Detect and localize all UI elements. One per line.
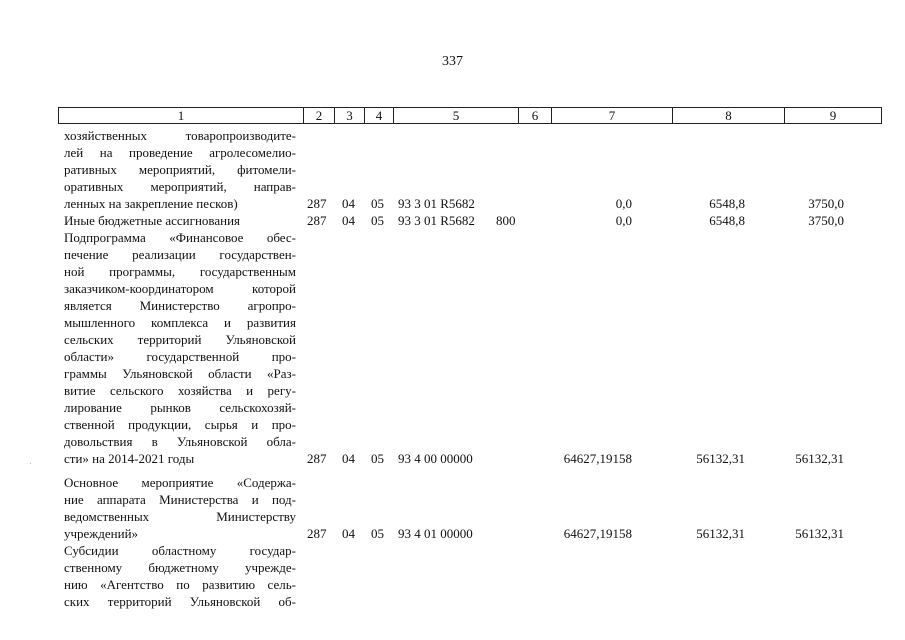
desc-line: Субсидии областному государ- <box>64 543 296 558</box>
header-col-9: 9 <box>785 108 882 124</box>
desc-line: ведомственных Министерству <box>64 509 296 524</box>
desc-line: ной программы, государственным <box>64 264 296 279</box>
desc-line: сельских территорий Ульяновской <box>64 332 296 347</box>
desc-line: печение реализации государствен- <box>64 247 296 262</box>
desc-line: Подпрограмма «Финансовое обес- <box>64 230 296 245</box>
desc-line: довольствия в Ульяновской обла- <box>64 434 296 449</box>
target-article: 93 3 01 R5682 <box>398 213 475 228</box>
header-col-7: 7 <box>552 108 673 124</box>
ministry-code: 287 <box>307 526 327 541</box>
section-code: 04 <box>342 451 355 466</box>
section-code: 04 <box>342 196 355 211</box>
desc-line: оративных мероприятий, направ- <box>64 179 296 194</box>
value-col-8: 6548,8 <box>709 213 745 228</box>
subsection-code: 05 <box>371 451 384 466</box>
desc-line: ских территорий Ульяновской об- <box>64 594 296 609</box>
header-col-3: 3 <box>335 108 365 124</box>
row-description <box>64 212 296 229</box>
value-col-7: 0,0 <box>615 213 632 228</box>
table-header <box>58 107 882 124</box>
desc-line: сти» на 2014-2021 годы <box>64 451 195 466</box>
row-description <box>64 127 296 212</box>
desc-line: области» государственной про- <box>64 349 296 364</box>
desc-line: ние аппарата Министерства и под- <box>64 492 296 507</box>
desc-line: Иные бюджетные ассигнования <box>64 213 241 228</box>
value-col-7: 64627,19158 <box>563 451 632 466</box>
value-col-9: 56132,31 <box>795 526 844 541</box>
value-col-8: 56132,31 <box>696 526 745 541</box>
target-article: 93 4 01 00000 <box>398 526 473 541</box>
desc-line: граммы Ульяновской области «Раз- <box>64 366 296 381</box>
header-col-2: 2 <box>304 108 335 124</box>
subsection-code: 05 <box>371 213 384 228</box>
header-col-1: 1 <box>59 108 304 124</box>
desc-line: витие сельского хозяйства и регу- <box>64 383 296 398</box>
value-col-9: 56132,31 <box>795 451 844 466</box>
ministry-code: 287 <box>307 213 327 228</box>
subsection-code: 05 <box>371 196 384 211</box>
target-article: 93 3 01 R5682 <box>398 196 475 211</box>
row-description <box>64 229 296 467</box>
desc-line: лирование рынков сельскохозяй- <box>64 400 296 415</box>
ministry-code: 287 <box>307 196 327 211</box>
scan-speck <box>30 463 31 464</box>
desc-line: является Министерство агропро- <box>64 298 296 313</box>
desc-line: ственной продукции, сырья и про- <box>64 417 296 432</box>
section-code: 04 <box>342 213 355 228</box>
value-col-9: 3750,0 <box>808 213 844 228</box>
value-col-7: 0,0 <box>615 196 632 211</box>
value-col-8: 6548,8 <box>709 196 745 211</box>
ministry-code: 287 <box>307 451 327 466</box>
desc-line: нию «Агентство по развитию сель- <box>64 577 296 592</box>
desc-line: учреждений» <box>64 526 139 541</box>
desc-line: ленных на закрепление песков) <box>64 196 238 211</box>
page-number: 337 <box>442 54 463 69</box>
desc-line: заказчиком-координатором которой <box>64 281 296 296</box>
row-description <box>64 474 296 542</box>
subsection-code: 05 <box>371 526 384 541</box>
target-article: 93 4 00 00000 <box>398 451 473 466</box>
desc-line: ративных мероприятий, фитомели- <box>64 162 296 177</box>
desc-line: хозяйственных товаропроизводите- <box>64 128 296 143</box>
row-description <box>64 542 296 610</box>
header-col-8: 8 <box>673 108 785 124</box>
value-col-9: 3750,0 <box>808 196 844 211</box>
desc-line: лей на проведение агролесомелио- <box>64 145 296 160</box>
header-col-5: 5 <box>394 108 519 124</box>
value-col-8: 56132,31 <box>696 451 745 466</box>
header-col-4: 4 <box>365 108 394 124</box>
desc-line: Основное мероприятие «Содержа- <box>64 475 296 490</box>
desc-line: мышленного комплекса и развития <box>64 315 296 330</box>
header-col-6: 6 <box>519 108 552 124</box>
value-col-7: 64627,19158 <box>563 526 632 541</box>
section-code: 04 <box>342 526 355 541</box>
desc-line: ственному бюджетному учрежде- <box>64 560 296 575</box>
expense-type: 800 <box>496 213 516 228</box>
